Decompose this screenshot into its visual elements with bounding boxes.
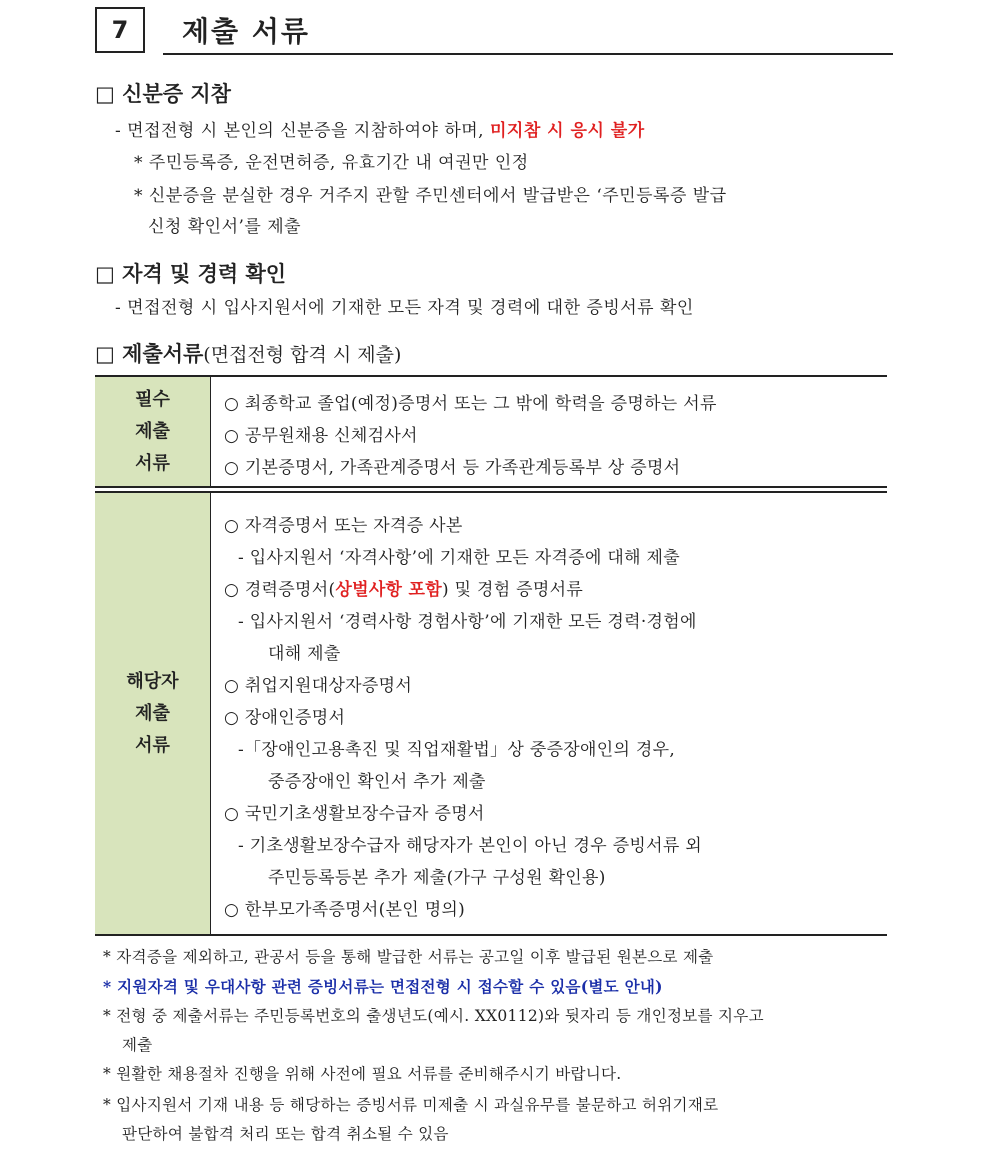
label-applicable-2: 제출 bbox=[135, 702, 170, 724]
note-5: * 입사지원서 기재 내용 등 해당하는 증빙서류 미제출 시 과실유무를 불문하고 허위기재로 bbox=[103, 1096, 719, 1114]
id-line-2: * 주민등록증, 운전면허증, 유효기간 내 여권만 인정 bbox=[134, 153, 529, 173]
note-2: * 지원자격 및 우대사항 관련 증빙서류는 면접전형 시 접수할 수 있음(별도 안내) bbox=[103, 977, 663, 996]
id-line-4: 신청 확인서’를 제출 bbox=[148, 217, 302, 237]
applicable-item: ○ 한부모가족증명서(본인 명의) bbox=[224, 900, 466, 920]
table-bottom-border bbox=[95, 934, 887, 936]
applicable-subitem: -「장애인고용촉진 및 직업재활법」상 중증장애인의 경우, bbox=[238, 740, 676, 760]
note-3: * 전형 중 제출서류는 주민등록번호의 출생년도(예시. XX0112)와 뒷자리 등 개인정보를 지우고 bbox=[103, 1007, 764, 1025]
note-4: * 원활한 채용절차 진행을 위해 사전에 필요 서류를 준비해주시기 바랍니다. bbox=[103, 1065, 622, 1083]
label-required-1: 필수 bbox=[135, 388, 170, 410]
applicable-subitem-cont: 주민등록등본 추가 제출(가구 구성원 확인용) bbox=[268, 868, 606, 888]
label-applicable bbox=[95, 493, 211, 934]
applicable-item: ○ 취업지원대상자증명서 bbox=[224, 676, 413, 696]
heading-id-card: □ 신분증 지참 bbox=[95, 82, 231, 106]
note-3-cont: 제출 bbox=[122, 1036, 153, 1054]
applicable-item bbox=[224, 575, 583, 600]
applicable-item: ○ 장애인증명서 bbox=[224, 708, 346, 728]
required-item: ○ 공무원채용 신체검사서 bbox=[224, 426, 418, 446]
applicable-subitem-cont: 대해 제출 bbox=[268, 644, 341, 664]
career-cert-pre: ○ 경력증명서( bbox=[224, 580, 336, 600]
career-cert-highlight: 상벌사항 포함 bbox=[335, 580, 442, 600]
label-applicable-1: 해당자 bbox=[126, 670, 179, 692]
applicable-subitem: - 입사지원서 ‘경력사항 경험사항’에 기재한 모든 경력·경험에 bbox=[238, 612, 697, 632]
required-item: ○ 최종학교 졸업(예정)증명서 또는 그 밖에 학력을 증명하는 서류 bbox=[224, 394, 717, 414]
id-line-3: * 신분증을 분실한 경우 거주지 관할 주민센터에서 발급받은 ‘주민등록증 발급 bbox=[134, 186, 727, 206]
table-divider-2 bbox=[95, 491, 887, 493]
label-required-2: 제출 bbox=[135, 420, 170, 442]
applicable-subitem: - 입사지원서 ‘자격사항’에 기재한 모든 자격증에 대해 제출 bbox=[238, 548, 680, 568]
heading-documents-text: □ 제출서류 bbox=[95, 342, 204, 366]
applicable-item: ○ 자격증명서 또는 자격증 사본 bbox=[224, 516, 463, 536]
label-required-3: 서류 bbox=[135, 452, 170, 474]
applicable-item: ○ 국민기초생활보장수급자 증명서 bbox=[224, 804, 485, 824]
applicable-subitem: - 기초생활보장수급자 해당자가 본인이 아닌 경우 증빙서류 외 bbox=[238, 836, 703, 856]
id-line-1 bbox=[115, 116, 645, 141]
required-item: ○ 기본증명서, 가족관계증명서 등 가족관계등록부 상 증명서 bbox=[224, 458, 681, 478]
title-underline bbox=[163, 53, 893, 55]
table-divider-1 bbox=[95, 486, 887, 488]
heading-qualification: □ 자격 및 경력 확인 bbox=[95, 262, 287, 286]
qual-line-1: - 면접전형 시 입사지원서에 기재한 모든 자격 및 경력에 대한 증빙서류 확인 bbox=[115, 298, 694, 318]
section-title: 제출 서류 bbox=[182, 15, 310, 48]
note-5-cont: 판단하여 불합격 처리 또는 합격 취소될 수 있음 bbox=[122, 1125, 449, 1143]
section-number-box: 7 bbox=[95, 7, 145, 53]
career-cert-post: ) 및 경험 증명서류 bbox=[441, 580, 584, 600]
applicable-subitem-cont: 중증장애인 확인서 추가 제출 bbox=[268, 772, 486, 792]
label-required bbox=[95, 377, 211, 486]
label-applicable-3: 서류 bbox=[135, 734, 170, 756]
note-1: * 자격증을 제외하고, 관공서 등을 통해 발급한 서류는 공고일 이후 발급된 원본으로 제출 bbox=[103, 948, 714, 966]
id-line-1-text: - 면접전형 시 본인의 신분증을 지참하여야 하며, bbox=[115, 121, 490, 141]
table-top-border bbox=[95, 375, 887, 377]
id-line-1-warning: 미지참 시 응시 불가 bbox=[490, 121, 645, 141]
heading-documents-sub: (면접전형 합격 시 제출) bbox=[203, 344, 402, 366]
heading-documents bbox=[95, 338, 401, 368]
